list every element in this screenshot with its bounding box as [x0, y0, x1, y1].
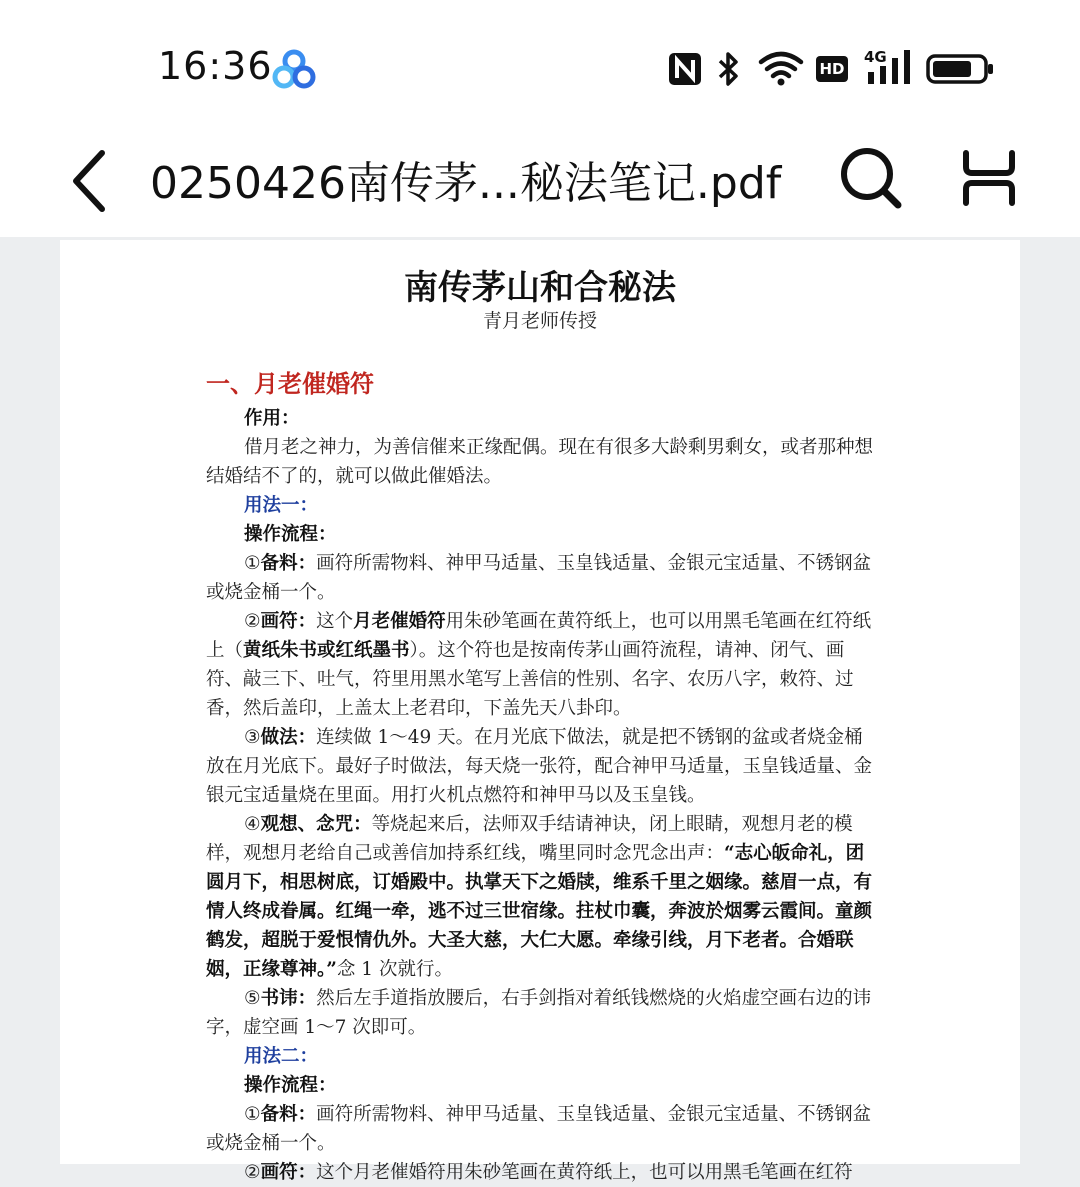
step-prepare: [206, 1100, 876, 1158]
document-heading: 南传茅山和合秘法: [404, 268, 676, 308]
document-subtitle: 青月老师传授: [482, 310, 597, 332]
step-text: 然后左手道指放腰后，右手剑指对着纸钱燃烧的火焰虚空画右边的讳字，虚空画 1～7 次即可。: [206, 988, 872, 1038]
method-one-label: 用法一：: [244, 495, 319, 516]
step-draw-talisman: [206, 607, 876, 723]
step-bold-text: 黄纸朱书或红纸墨书: [243, 640, 410, 661]
effect-text: 借月老之神力，为善信催来正缘配偶。现在有很多大龄剩男剩女，或者那种想结婚结不了的，就可以做此催婚法。: [206, 437, 874, 487]
status-time: 16:36: [158, 44, 273, 88]
step-prepare: [206, 549, 876, 607]
bluetooth-icon: [716, 50, 742, 88]
step-draw-talisman-cutoff: [206, 1158, 876, 1183]
step-number: ③: [244, 727, 261, 748]
network-label: 4G: [864, 48, 887, 66]
step-number: ①: [244, 553, 261, 574]
status-bar: [0, 0, 1080, 125]
step-text: 画符所需物料、神甲马适量、玉皇钱适量、金银元宝适量、不锈钢盆或烧金桶一个。: [206, 553, 872, 603]
step-number: ⑤: [244, 988, 261, 1009]
step-visualize-chant: [206, 810, 876, 984]
step-label: 观想、念咒：: [260, 814, 372, 835]
document-body: [206, 404, 876, 1183]
step-practice: [206, 723, 876, 810]
step-text: 这个: [316, 611, 354, 632]
method-two-label: 用法二：: [244, 1046, 319, 1067]
step-text: 等烧起来后，法师双手结请神诀，闭上眼睛，观想月老的模样，观想月老给自己或善信加持系红线，嘴里同时念咒念出声：: [206, 814, 853, 864]
step-write-seal: [206, 984, 876, 1042]
back-button[interactable]: [62, 145, 122, 215]
step-number: ①: [244, 1104, 261, 1125]
mantra-text: “志心皈命礼，团圆月下，相思树底，订婚殿中。执掌天下之婚牍，维系千里之姻缘。慈眉一点，有情人终成眷属。红绳一牵，逃不过三世宿缘。拄杖巾囊，奔波於烟雾云霞间。童颜鹤发，超脱于爱恨情仇外。大圣大慈，大仁大愿。牵缘引线，月下老者。合婚联姻，正缘尊神。”: [206, 843, 873, 980]
process-label: 操作流程：: [244, 524, 337, 545]
step-text: 用朱砂笔画在黄符纸上，也可以用黑毛笔画在红符纸上（: [206, 611, 872, 661]
search-button[interactable]: [838, 145, 904, 211]
step-label: 备料：: [260, 1104, 317, 1125]
step-text: 画符所需物料、神甲马适量、玉皇钱适量、金银元宝适量、不锈钢盆或烧金桶一个。: [206, 1104, 872, 1154]
effect-label: 作用：: [244, 408, 300, 429]
step-number: ④: [244, 814, 261, 835]
step-text: 念 1 次就行。: [336, 959, 453, 980]
hd-label: HD: [819, 60, 845, 78]
wifi-icon: [758, 50, 804, 86]
step-number: ②: [244, 1162, 261, 1183]
process-label: 操作流程：: [244, 1075, 337, 1096]
battery-icon: [926, 54, 996, 84]
fit-page-button[interactable]: [956, 147, 1022, 209]
step-label: 书讳：: [260, 988, 317, 1009]
hd-icon: [816, 56, 848, 82]
step-text: 这个月老催婚符用朱砂笔画在黄符纸上，也可以用黑毛笔画在红符: [316, 1162, 853, 1183]
document-title: 0250426南传茅...秘法笔记.pdf: [150, 158, 782, 209]
step-number: ②: [244, 611, 261, 632]
step-label: 做法：: [260, 727, 317, 748]
pdf-toolbar: [0, 125, 1080, 237]
step-label: 画符：: [260, 611, 317, 632]
app-notification-icon: [272, 48, 316, 90]
4g-signal-icon: [864, 48, 914, 88]
step-text: ）。这个符也是按南传茅山画符流程，请神、闭气、画符、敲三下、吐气，符里用黑水笔写上善信的性别、名字、农历八字，敕符、过香，然后盖印，上盖太上老君印，下盖先天八卦印。: [206, 640, 854, 719]
step-label: 画符：: [260, 1162, 317, 1183]
pdf-page[interactable]: [60, 240, 1020, 1183]
step-label: 备料：: [260, 553, 317, 574]
section-heading: 一、月老催婚符: [206, 369, 374, 398]
step-text: 连续做 1～49 天。在月光底下做法，就是把不锈钢的盆或者烧金桶放在月光底下。最好子时做法，每天烧一张符，配合神甲马适量，玉皇钱适量、金银元宝适量烧在里面。用打火机点燃符和神甲马以及玉皇钱。: [206, 727, 873, 806]
step-bold-text: 月老催婚符: [353, 611, 446, 632]
nfc-icon: [668, 52, 702, 86]
